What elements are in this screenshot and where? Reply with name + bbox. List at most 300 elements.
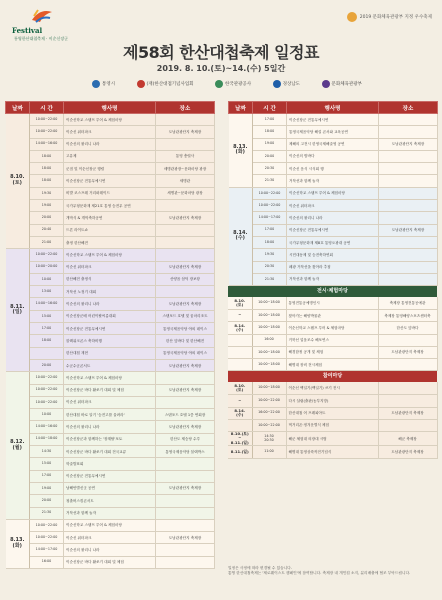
table-row <box>6 495 215 507</box>
time-cell: 10:00~18:00 <box>252 322 286 334</box>
time-cell <box>30 347 64 359</box>
participation-section-title: 참여마당 <box>228 371 437 382</box>
time-cell: 10:00~22:00 <box>30 114 64 126</box>
time-cell: 10:00 <box>30 273 64 285</box>
place-cell: 스탠포드 호텔 및 꿈마리조트 <box>156 310 215 322</box>
event-cell: 해병대 장비 전시체험 <box>286 359 378 371</box>
event-cell: 수군수군콘서트 <box>64 359 156 371</box>
table-row <box>6 273 215 285</box>
exhibit-section-title: 전시·체험마당 <box>228 286 437 297</box>
table-row <box>229 187 438 199</box>
event-cell: 이순신학교 스탬프 투어 & 체험마당 <box>64 372 156 384</box>
place-cell: 스탠포드 호텔 1층 연회장 <box>156 409 215 421</box>
table-row <box>6 310 215 322</box>
event-cell: 이순신의 불리니 나라 <box>64 138 156 150</box>
time-cell: 15:00 <box>30 458 64 470</box>
footnotes <box>228 566 438 576</box>
place-cell <box>379 200 438 212</box>
table-row <box>229 200 438 212</box>
time-cell: 19:00 <box>30 200 64 212</box>
event-cell: 개막식 & 개막축하공연 <box>64 212 156 224</box>
header-event: 행사명 <box>287 102 379 114</box>
schedule-left-column <box>5 101 214 569</box>
time-cell: 18:00 <box>30 335 64 347</box>
place-cell <box>379 261 438 273</box>
place-cell <box>156 114 215 126</box>
event-cell: 이순신 워터파크 <box>64 126 156 138</box>
place-cell: 도남관광단지 축제장 <box>378 346 437 358</box>
place-cell <box>379 150 438 162</box>
event-cell: 국가무형문화재 제8호 통영오광대 공연 <box>287 236 379 248</box>
table-row <box>6 433 215 445</box>
table-row <box>228 322 437 334</box>
time-cell: 10:00 <box>30 409 64 421</box>
place-cell: 통영국제음악당 블랙박스 <box>156 446 215 458</box>
time-cell: 14:00~17:00 <box>253 212 287 224</box>
table-row <box>228 419 437 431</box>
time-cell: 18:00 <box>30 163 64 175</box>
ministry-emblem-icon <box>322 80 330 88</box>
place-cell <box>156 519 215 531</box>
event-cell: 이순신 워터파크 <box>287 200 379 212</box>
place-cell: 세병관~문화마당 광장 <box>156 187 215 199</box>
time-cell: 20:40 <box>30 224 64 236</box>
table-row <box>6 150 215 162</box>
time-cell: 10:00~22:00 <box>30 384 64 396</box>
place-cell: 통영 충렬사 <box>156 150 215 162</box>
table-row <box>229 212 438 224</box>
page-title: 제58회 한산대첩축제 일정표 <box>123 43 319 62</box>
time-cell: 21:30 <box>30 507 64 519</box>
tongyeong-emblem-icon <box>92 80 100 88</box>
place-cell: 도남관광단지 축제장 <box>156 384 215 396</box>
place-cell: 한산도 제승당 수루 <box>156 433 215 445</box>
date-cell: 8.14. (수) <box>229 187 253 285</box>
table-row <box>6 482 215 494</box>
place-cell <box>379 163 438 175</box>
place-cell <box>156 286 215 298</box>
place-cell <box>156 544 215 556</box>
schedule-right-column <box>228 101 437 459</box>
event-cell: 해군 체험대 의장대 시범 <box>286 432 378 446</box>
table-row <box>6 446 215 458</box>
page-subtitle: 2019. 8. 10.(토)~14.(수) 5일간 <box>156 64 286 73</box>
gyeongnam-emblem-icon <box>273 80 281 88</box>
place-cell <box>156 556 215 568</box>
table-row <box>228 382 437 394</box>
time-cell: 16:00 <box>252 334 286 346</box>
header-time: 시 간 <box>30 102 64 114</box>
place-cell: 도남관광단지 축제장 <box>156 482 215 494</box>
time-cell: 20:00 <box>30 495 64 507</box>
schedule-table-right <box>228 101 438 286</box>
event-cell: 거북선 노젓기 대회 <box>64 286 156 298</box>
table-row <box>6 126 215 138</box>
award-badge <box>347 12 432 22</box>
event-cell: 이순신 음식 시식회 행 <box>287 163 379 175</box>
date-cell <box>228 346 252 358</box>
place-cell <box>378 359 437 371</box>
table-row <box>228 334 437 346</box>
time-cell: 14:30 <box>30 446 64 458</box>
event-cell: 이순신장군배 어린이팔씨름대회 <box>64 310 156 322</box>
event-cell: 폐광 거북선을 찾아라 추첨 <box>287 261 379 273</box>
table-row <box>6 286 215 298</box>
place-cell <box>378 395 437 407</box>
time-cell: 14:00~16:00 <box>30 138 64 150</box>
event-cell: 이순신 워터파크 <box>64 532 156 544</box>
table-row <box>6 470 215 482</box>
time-cell: 20:30 <box>253 261 287 273</box>
event-cell: 학술발표회 <box>64 458 156 470</box>
award-text: 2019 문화체육관광부 지정 우수축제 <box>359 15 432 20</box>
time-cell: 14:00~17:00 <box>30 544 64 556</box>
event-cell: 이순신학교 스탬프 투어 & 체험마당 <box>64 519 156 531</box>
time-cell: 15:00 <box>30 310 64 322</box>
table-row <box>6 236 215 248</box>
table-row <box>6 335 215 347</box>
footnote: 통영 한산대첩축제는 '제로웨이스트 캠페인'에 참여합니다. 축제장 내 개인컵 소지, 분리배출에 협조 부탁드립니다. <box>228 570 411 575</box>
place-cell <box>378 334 437 346</box>
event-cell: 거북선과 함께 놀자 <box>64 507 156 519</box>
table-row <box>6 175 215 187</box>
place-cell: 도남관광단지 축제장 <box>156 126 215 138</box>
logo-title: Festival <box>12 26 43 35</box>
place-cell <box>379 273 438 285</box>
table-row <box>6 163 215 175</box>
table-row <box>228 446 437 458</box>
time-cell: 14:00~18:00 <box>30 433 64 445</box>
table-row <box>229 236 438 248</box>
time-cell: 19:30 <box>30 187 64 199</box>
place-cell: 한산도 앞바다 <box>378 322 437 334</box>
schedule-table-left <box>5 101 215 569</box>
place-cell <box>379 114 438 126</box>
time-cell: 10:00~22:00 <box>253 200 287 212</box>
event-cell: 한산해전 출정식 <box>64 273 156 285</box>
time-cell: 20:00 <box>30 359 64 371</box>
festival-logo-icon <box>30 6 54 24</box>
time-cell: 10:00~22:00 <box>30 126 64 138</box>
time-cell: 10:00~18:00 <box>252 359 286 371</box>
event-cell: 한산대첩 재현 <box>64 347 156 359</box>
place-cell: 통영국제음악당 야외 데이스 <box>156 347 215 359</box>
place-cell: 산양읍 삼덕 장보항 <box>156 273 215 285</box>
table-row <box>228 432 437 446</box>
place-cell: 축제장 통영해양스포츠센터축 <box>378 309 437 321</box>
date-cell: 8.12. (월) <box>6 372 30 520</box>
event-cell: 이순신학교 스탬프 투어 & 체험마당 <box>286 322 378 334</box>
place-cell: 도남관광단지 축제장 <box>378 407 437 419</box>
event-cell: 이순신학교 스탬프 투어 & 체험마당 <box>64 249 156 261</box>
table-row <box>6 556 215 568</box>
table-row <box>229 150 438 162</box>
place-cell: 도남관광단지 축제장 <box>378 446 437 458</box>
place-cell: 통영국제음악당 야외 데이스 <box>156 323 215 335</box>
date-cell: 8.10. (토) <box>228 382 252 394</box>
time-cell: 16:00 <box>30 556 64 568</box>
date-cell <box>228 359 252 371</box>
table-row <box>6 519 215 531</box>
event-cell: 찾아가는 해양박물관 <box>286 309 378 321</box>
date-cell: 8.10. (토) <box>6 114 30 249</box>
header-place: 장소 <box>156 102 215 114</box>
date-cell: 8.13. (화) <box>229 114 253 188</box>
time-cell: 21:00 <box>30 236 64 248</box>
place-cell <box>156 458 215 470</box>
time-cell: 11:00 <box>252 446 286 458</box>
exhibit-table <box>228 297 438 371</box>
header-place: 장소 <box>379 102 438 114</box>
time-cell: 10:00~20:00 <box>30 261 64 273</box>
time-cell: 10:00~18:00 <box>252 297 286 309</box>
event-cell: 이순신장군과 함께하는 '장계탈'포토 <box>64 433 156 445</box>
table-row <box>6 187 215 199</box>
table-row <box>228 297 437 309</box>
table-row <box>6 544 215 556</box>
place-cell <box>379 249 438 261</box>
time-cell: 18:00 <box>30 175 64 187</box>
time-cell: 19:00 <box>253 138 287 150</box>
table-row <box>229 126 438 138</box>
place-cell <box>378 382 437 394</box>
time-cell: 10:00~22:00 <box>253 187 287 199</box>
table-row <box>6 323 215 335</box>
table-row <box>6 138 215 150</box>
event-cell: 남해안별신굿 공연 <box>64 482 156 494</box>
event-cell: 이순신의 불리니 나라 <box>64 544 156 556</box>
table-row <box>6 507 215 519</box>
footnote: 일정은 사정에 따라 변경될 수 있습니다. <box>228 566 293 570</box>
table-row <box>6 249 215 261</box>
place-cell <box>156 507 215 519</box>
place-cell: 해군 축제장 <box>378 432 437 446</box>
place-cell: 도남관광단지 축제장 <box>156 532 215 544</box>
event-cell: 이순신 워터파크 <box>64 261 156 273</box>
event-cell: 한산대첩 바로 알기 '승전고를 울려라' <box>64 409 156 421</box>
table-row <box>6 359 215 371</box>
place-cell: 도남관광단지 축제장 <box>379 138 438 150</box>
time-cell: 20:00 <box>30 212 64 224</box>
event-cell: 블랙위크콘스 축하비행 <box>64 335 156 347</box>
place-cell: 도남관광단지 축제장 <box>156 359 215 371</box>
event-cell: 다시 살림(출판/농부지망) <box>286 395 378 407</box>
table-row <box>228 359 437 371</box>
host-logo: 문화체육관광부 <box>322 80 362 88</box>
time-cell: 10:00~18:00 <box>252 309 286 321</box>
header-date: 날짜 <box>229 102 253 114</box>
event-cell: 이순신장군 바다 활쏘기 대회 전국교류 <box>64 446 156 458</box>
header-date: 날짜 <box>6 102 30 114</box>
time-cell: 17:00 <box>253 114 287 126</box>
host-logo: 한국관광공사 <box>215 80 251 88</box>
event-cell: 드론 라이트쇼 <box>64 224 156 236</box>
table-row <box>6 409 215 421</box>
event-cell: 통영전통공예명인시 <box>286 297 378 309</box>
logo-subtitle: 통영한산대첩축제 · 이순신장군 <box>14 36 69 41</box>
time-cell: 18:00 <box>253 236 287 248</box>
host-logo: 통영시 <box>92 80 115 88</box>
place-cell <box>379 126 438 138</box>
event-cell: 이순신장군 전통무예시연 <box>64 323 156 335</box>
event-cell: 이순신의 밤바다 <box>287 150 379 162</box>
table-row <box>6 421 215 433</box>
foundation-emblem-icon <box>137 80 145 88</box>
date-cell: 8.14. (수) <box>228 407 252 419</box>
time-cell: 14:00~16:00 <box>30 421 64 433</box>
place-cell <box>156 224 215 236</box>
place-cell: 도남관광단지 축제장 <box>379 224 438 236</box>
place-cell <box>156 138 215 150</box>
table-row <box>6 532 215 544</box>
place-cell <box>156 236 215 248</box>
table-row <box>229 249 438 261</box>
event-cell: 이순신의 불리니 나라 <box>64 421 156 433</box>
event-cell: 이순신 백일기(백일기) 쓰기 전시 <box>286 382 378 394</box>
time-cell: 14:00~16:00 <box>30 298 64 310</box>
event-cell: 거북선 업움조수 해포연스 <box>286 334 378 346</box>
event-cell: 제해의 고전시 한영국제해술영 공연 <box>287 138 379 150</box>
event-cell: 이순신장군 전통무예시연 <box>64 175 156 187</box>
kto-emblem-icon <box>215 80 223 88</box>
table-row <box>229 138 438 150</box>
time-cell: 10:00~22:00 <box>30 249 64 261</box>
time-cell: 10:00~22:00 <box>30 396 64 408</box>
time-cell: 10:00~18:00 <box>252 382 286 394</box>
event-cell: 시민대동제 및 승전축하연회 <box>287 249 379 261</box>
event-cell: 거북선과 함께 놀자 <box>287 273 379 285</box>
time-cell: 10:00~22:00 <box>30 519 64 531</box>
event-cell: 청춘버스킹콘서트 <box>64 495 156 507</box>
table-row <box>6 384 215 396</box>
header-time: 시 간 <box>253 102 287 114</box>
event-cell: 이순신장군 전통무예시연 <box>287 114 379 126</box>
table-row <box>229 224 438 236</box>
place-cell <box>156 372 215 384</box>
date-cell <box>228 334 252 346</box>
event-cell: 이순신장군 바다 활쏘기 대회 및 체험 <box>64 384 156 396</box>
table-row <box>6 212 215 224</box>
date-cell: 8.10.(토) ~ 8.11.(일) <box>228 432 252 446</box>
event-cell: 이순신학교 스탬프 투어 & 체험마당 <box>64 114 156 126</box>
time-cell: 19:00 <box>30 482 64 494</box>
time-cell: 10:00~22:00 <box>30 372 64 384</box>
date-cell: ~ <box>228 309 252 321</box>
table-header <box>229 102 438 114</box>
date-cell: ~ <box>228 395 252 407</box>
event-cell: 먹거리존·정겨운별식 체험 <box>286 419 378 431</box>
place-cell: 세병관광장~문화마당 광장 <box>156 163 215 175</box>
table-header <box>6 102 215 114</box>
place-cell: 도남관광단지 축제장 <box>156 212 215 224</box>
place-cell <box>379 236 438 248</box>
time-cell: 20:30 <box>253 163 287 175</box>
time-cell: 10:00~22:00 <box>30 532 64 544</box>
time-cell: 16:00~22:00 <box>252 407 286 419</box>
participation-table <box>228 382 438 458</box>
place-cell: 도남관광단지 축제장 <box>156 421 215 433</box>
time-cell: 10:00~22:00 <box>252 419 286 431</box>
place-cell <box>156 470 215 482</box>
host-logos <box>92 80 362 88</box>
event-cell: 이순신장군 바다 활쏘기 대회 및 체험 <box>64 556 156 568</box>
table-row <box>6 458 215 470</box>
date-cell <box>228 419 252 431</box>
place-cell <box>156 200 215 212</box>
event-cell: 거북선과 함께 놀자 <box>287 175 379 187</box>
table-row <box>6 347 215 359</box>
place-cell: 한산 앞바다 및 한산해전 <box>156 335 215 347</box>
event-cell: 국가무형문화재 제21호 통영 승전무 공연 <box>64 200 156 212</box>
event-cell: 해병대 통영상륙작전기념식 <box>286 446 378 458</box>
date-cell: 8.11. (일) <box>6 249 30 372</box>
event-cell: 군점 및 이순신장군 행렬 <box>64 163 156 175</box>
place-cell: 세병관 <box>156 175 215 187</box>
event-cell: 해경함정 공개 및 체험 <box>286 346 378 358</box>
time-cell: 21:30 <box>253 175 287 187</box>
date-cell: 8.10. (토) <box>228 297 252 309</box>
event-cell: 이순신학교 스탬프 투어 & 체험마당 <box>287 187 379 199</box>
event-cell: 통영국제음악당 해설 콘서와 교육공연 <box>287 126 379 138</box>
table-row <box>6 261 215 273</box>
table-row <box>229 273 438 285</box>
table-row <box>229 114 438 126</box>
time-cell: 18:00 <box>253 126 287 138</box>
event-cell: 이순신의 불리니 나라 <box>64 298 156 310</box>
place-cell: 축제장 통영전통공예관 <box>378 297 437 309</box>
time-cell: 19:30 <box>253 249 287 261</box>
time-cell: 17:00 <box>30 470 64 482</box>
event-cell: 출정 한산해전 <box>64 236 156 248</box>
place-cell: 도남관광단지 축제장 <box>156 298 215 310</box>
place-cell <box>156 495 215 507</box>
place-cell: 도남관광단지 축제장 <box>156 261 215 273</box>
table-row <box>229 163 438 175</box>
event-cell: 한산대첩 어 프레피아트 <box>286 407 378 419</box>
time-cell: 10:00~22:00 <box>252 395 286 407</box>
host-logo: (재)한산대첩기념사업회 <box>137 80 194 88</box>
host-logo: 경상남도 <box>273 80 300 88</box>
table-row <box>6 200 215 212</box>
table-row <box>6 298 215 310</box>
date-cell: 8.11.(일) <box>228 446 252 458</box>
time-cell: 20:00 <box>253 150 287 162</box>
place-cell <box>156 249 215 261</box>
place-cell <box>156 396 215 408</box>
time-cell: 17:00 <box>253 224 287 236</box>
time-cell: 21:30 <box>253 273 287 285</box>
table-row <box>6 224 215 236</box>
event-cell: 고유제 <box>64 150 156 162</box>
event-cell: 이순신장군 전통무예시연 <box>64 470 156 482</box>
date-cell: 8.14. (수) <box>228 322 252 334</box>
table-row <box>229 175 438 187</box>
time-cell: 18:00 <box>30 150 64 162</box>
place-cell <box>379 175 438 187</box>
time-cell: 10:00~18:00 <box>252 346 286 358</box>
table-row <box>228 395 437 407</box>
table-row <box>6 114 215 126</box>
place-cell <box>378 419 437 431</box>
table-row <box>6 372 215 384</box>
table-row <box>228 309 437 321</box>
event-cell: 이순신 워터파크 <box>64 396 156 408</box>
place-cell <box>379 212 438 224</box>
event-cell: 비발 코스프레 거리퍼레이드 <box>64 187 156 199</box>
medal-icon <box>347 12 357 22</box>
time-cell: 17:00 <box>30 323 64 335</box>
time-cell: 13:00 <box>30 286 64 298</box>
